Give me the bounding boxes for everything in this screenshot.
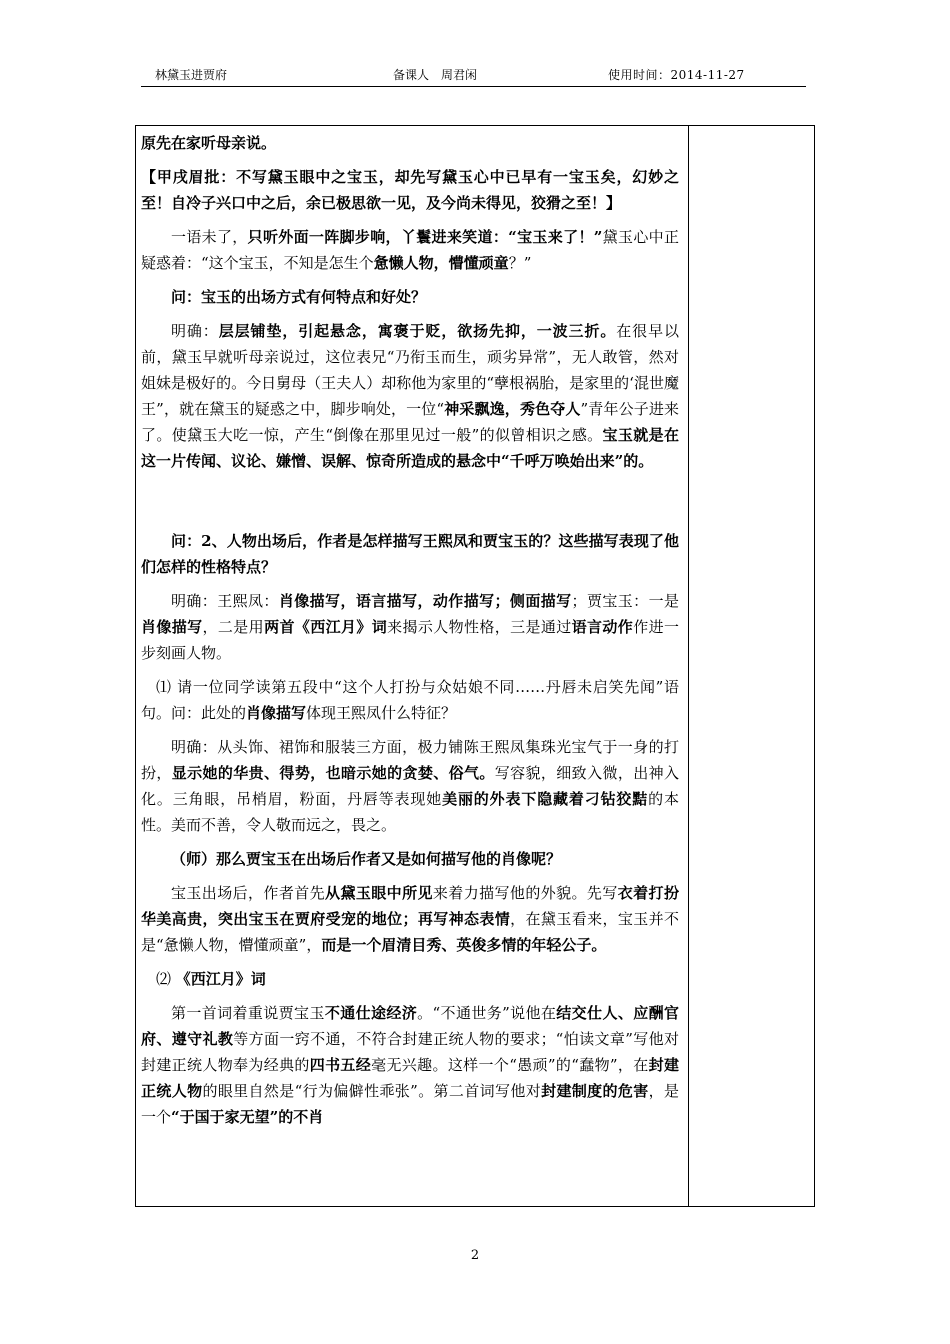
bold-text: 封建正统人物 — [141, 1056, 679, 1100]
paragraph — [141, 674, 679, 726]
text-run: 毫无兴趣。这样一个“愚顽”的“蠢物”，在 — [371, 1056, 649, 1074]
text-run: ，在黛玉看来，宝玉并不是“惫懒人物，懵懂顽童”， — [141, 910, 679, 954]
header-title: 林黛玉进贾府 — [155, 68, 228, 82]
text-run: 等方面一窍不通，不符合封建正统人物的要求；“怕读文章”写他对封建正统人物奉为经典的 — [141, 1030, 679, 1074]
text-run: ？” — [508, 254, 532, 272]
bold-text: 神采飘逸，秀色夺人 — [444, 400, 581, 418]
text-run: 体现王熙凤什么特征？ — [306, 704, 457, 722]
bold-text: 《西江月》词 — [175, 970, 266, 988]
bold-text: 两首《西江月》词 — [264, 618, 388, 636]
text-run: 明确：王熙凤： — [171, 592, 279, 610]
text-run: 在很早以前，黛玉早就听母亲说过，这位表兄“乃衔玉而生，顽劣异常”，无人敢管，然对姐妹是极好的。今日舅母（王夫人）却称他为家里的“孽根祸胎，是家里的‘混世魔王”，就在黛玉的疑惑之中，脚步响处，一位“ — [141, 322, 679, 418]
column-divider — [688, 126, 689, 1206]
bold-text: 不通仕途经济 — [324, 1004, 418, 1022]
text-run: 写容貌，细致入微，出神入化。三角眼，吊梢眉，粉面，丹唇等表现她 — [141, 764, 679, 808]
text-run: ⑵ — [156, 970, 176, 988]
page-header — [141, 66, 806, 87]
paragraph — [141, 318, 679, 474]
text-run: 。“不通世务”说他在 — [417, 1004, 557, 1022]
bold-text: 衣着打扮华美高贵，突出宝玉在贾府受宠的地位；再写神态表情 — [141, 884, 679, 928]
paragraph — [141, 588, 679, 666]
bold-text: 语言动作 — [571, 618, 634, 636]
lesson-content-cell — [141, 130, 679, 1130]
bold-text: 肖像描写 — [246, 704, 307, 722]
header-date: 使用时间：2014-11-27 — [608, 68, 745, 82]
paragraph — [141, 164, 679, 216]
paragraph — [141, 846, 679, 872]
bold-text: 显示她的华贵、得势，也暗示她的贪婪、俗气。 — [171, 764, 495, 782]
text-run: ”青年公子进来了。使黛玉大吃一惊，产生“倒像在那里见过一般”的似曾相识之感。 — [141, 400, 679, 444]
bold-text: 宝玉就是在这一片传闻、议论、嫌憎、误解、惊奇所造成的悬念中“千呼万唤始出来”的。 — [141, 426, 679, 470]
bold-text: 而是一个眉清目秀、英俊多情的年轻公子。 — [321, 936, 607, 954]
paragraph — [141, 528, 679, 580]
text-run: ，二是用 — [202, 618, 265, 636]
bold-text: “于国于家无望”的不肖 — [171, 1108, 324, 1126]
lesson-table — [135, 125, 815, 1207]
bold-text: 从黛玉眼中所见 — [325, 884, 433, 902]
text-run: 宝玉出场后，作者首先 — [171, 884, 326, 902]
text-run: 的眼里自然是“行为偏僻性乖张”。第二首词写他对 — [202, 1082, 542, 1100]
paragraph — [141, 880, 679, 958]
bold-text: 原先在家听母亲说。 — [141, 134, 277, 152]
bold-text: 美丽的外表下隐藏着刁钻狡黠 — [442, 790, 649, 808]
text-run: ⑴ 请一位同学读第五段中“这个人打扮与众姑娘不同……丹唇未启笑先闻”语句。问：此处的 — [141, 678, 679, 722]
bold-text: 肖像描写 — [141, 618, 203, 636]
bold-text: 封建制度的危害 — [541, 1082, 649, 1100]
blank-space — [141, 474, 679, 520]
text-run: ；贾宝玉：一是 — [571, 592, 679, 610]
paragraph — [141, 284, 679, 310]
text-run: 黛玉心中正疑惑着：“这个宝玉，不知是怎生个 — [141, 228, 679, 272]
bold-text: 层层铺垫，引起悬念，寓褒于贬，欲扬先抑，一波三折。 — [218, 322, 617, 340]
text-run: 来着力描写他的外貌。先写 — [432, 884, 618, 902]
paragraph — [141, 224, 679, 276]
bold-text: 肖像描写，语言描写，动作描写；侧面描写 — [278, 592, 572, 610]
bold-text: 问：2、人物出场后，作者是怎样描写王熙凤和贾宝玉的？这些描写表现了他们怎样的性格特点？ — [141, 532, 679, 576]
bold-text: 只听外面一阵脚步响，丫鬟进来笑道：“宝玉来了！” — [247, 228, 603, 246]
text-run: 明确： — [171, 322, 219, 340]
bold-text: 惫懒人物，懵懂顽童 — [373, 254, 509, 272]
text-run: 来揭示人物性格，三是通过 — [387, 618, 572, 636]
text-run: 一语未了， — [171, 228, 248, 246]
bold-text: 四书五经 — [309, 1056, 372, 1074]
text-run: 明确：从头饰、裙饰和服装三方面，极力铺陈王熙凤集珠光宝气于一身的打扮， — [141, 738, 679, 782]
bold-text: （师）那么贾宝玉在出场后作者又是如何描写他的肖像呢？ — [171, 850, 562, 868]
text-run: 第一首词着重说贾宝玉 — [171, 1004, 325, 1022]
text-run: 的本性。美而不善，令人敬而远之，畏之。 — [141, 790, 679, 834]
text-run: ，是一个 — [141, 1082, 679, 1126]
text-run: 作进一步刻画人物。 — [141, 618, 679, 662]
bold-text: 问：宝玉的出场方式有何特点和好处？ — [171, 288, 427, 306]
paragraph — [141, 734, 679, 838]
bold-text: 【甲戌眉批：不写黛玉眼中之宝玉，却先写黛玉心中已早有一宝玉矣，幻妙之至！自冷子兴口中之后，余已极思欲一见，及今尚未得见，狡猾之至！】 — [141, 168, 679, 212]
paragraph — [141, 966, 679, 992]
paragraph — [141, 130, 679, 156]
paragraph — [141, 1000, 679, 1130]
page-number: 2 — [470, 1248, 480, 1263]
bold-text: 结交仕人、应酬官府、遵守礼教 — [141, 1004, 679, 1048]
header-author: 备课人 周君闲 — [393, 68, 478, 82]
